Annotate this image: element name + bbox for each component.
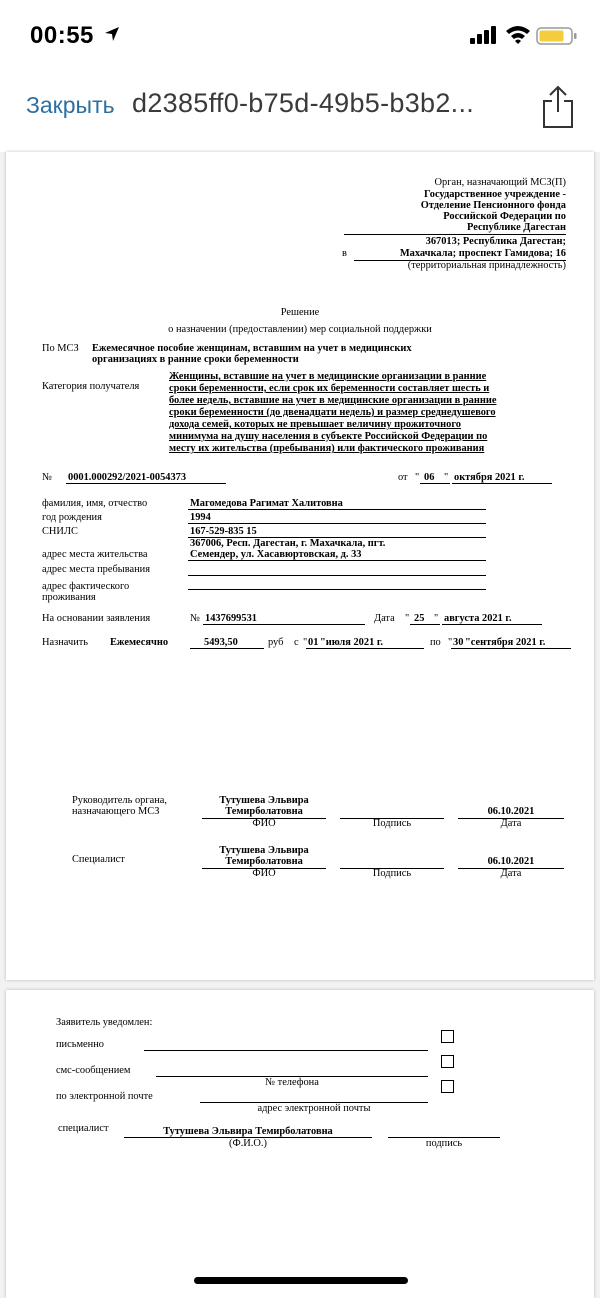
notify-spec-name: Тутушева Эльвира Темирболатовна [163,1126,333,1137]
head-fio-caption: ФИО [252,818,276,829]
category-line-6: минимума на душу населения в субъекте Российской Федерации по [169,431,488,442]
spec-sign-caption: Подпись [372,868,412,879]
category-line-2: сроки беременности, если срок их беременности составляет шесть и [169,383,490,394]
decision-subtitle: о назначении (предоставлении) мер социальной поддержки [168,324,432,335]
home-indicator[interactable] [194,1277,408,1284]
spec-fio-caption: ФИО [252,868,276,879]
application-day-underline [410,624,440,625]
stay-underline [188,575,486,576]
decision-number-underline [66,483,226,484]
birth-year-value: 1994 [190,512,211,523]
decision-title: Решение [280,307,320,318]
assign-to-quote: " [448,637,453,648]
navigation-bar [0,72,600,152]
category-line-3: более недель, вставшие на учет в медицинские организации в ранние [169,395,497,406]
wifi-icon [505,24,531,44]
snils-label: СНИЛС [42,526,78,537]
actual-label-1: адрес фактического [42,581,130,592]
birth-year-underline [188,523,486,524]
assign-from-underline [306,648,424,649]
category-line-5: дохода семей, которых не превышает величину прожиточного [169,419,461,430]
birth-year-label: год рождения [42,512,102,523]
address-underline-1 [188,560,486,561]
assign-to-label: по [430,637,441,648]
email-caption: адрес электронной почты [257,1103,371,1114]
cellular-signal-icon [470,26,498,44]
document-page-2 [6,990,594,1298]
application-quote-open: " [405,613,410,624]
decision-quote-close: " [444,472,449,483]
org-line-4: Республике Дагестан [467,222,566,233]
notify-written-label: письменно [56,1039,104,1050]
document-title: d2385ff0-b75d-49b5-b3b2... [132,88,475,118]
assign-amount: 5493,50 [204,637,238,648]
head-label-2: назначающего МСЗ [72,806,160,817]
location-arrow-icon [104,26,120,42]
address-line-1: 367006, Респ. Дагестан, г. Махачкала, пгт. [190,538,386,549]
notify-written-underline [144,1050,428,1051]
actual-label-2: проживания [42,592,96,603]
decision-month-year: октября 2021 г. [454,472,525,483]
written-checkbox[interactable] [441,1030,454,1043]
spec-name-1: Тутушева Эльвира [219,845,309,856]
address-line-2: Семендер, ул. Хасавюртовская, д. 33 [190,549,362,560]
application-quote-close: " [434,613,439,624]
address-label: адрес места жительства [42,549,148,560]
org-underline [344,234,566,235]
org-line-3: Российской Федерации по [443,211,566,222]
assign-from-label: с [294,637,299,648]
spec-date-caption: Дата [500,868,522,879]
notify-fio-caption: (Ф.И.О.) [229,1138,267,1149]
application-number: 1437699531 [205,613,257,624]
assign-from-date: "июля 2021 г. [320,637,384,648]
assign-amount-underline [190,648,264,649]
application-number-underline [203,624,365,625]
assign-to-underline [451,648,571,649]
fio-value: Магомедова Рагимат Халитовна [190,498,343,509]
decision-number-label: № [42,472,52,483]
category-line-1: Женщины, вставшие на учет в медицинские организации в ранние [169,371,487,382]
assign-to-day: 30 [453,637,464,648]
org-line-2: Отделение Пенсионного фонда [420,200,566,211]
notify-title: Заявитель уведомлен: [56,1017,153,1028]
decision-from-label: от [398,472,408,483]
application-day: 25 [414,613,425,624]
actual-underline [188,589,486,590]
notify-email-label: по электронной почте [56,1091,153,1102]
organ-label: Орган, назначающий МСЗ(П) [434,177,566,188]
status-time: 00:55 [30,22,94,49]
assign-from-quote: " [303,637,308,648]
head-sign-caption: Подпись [372,818,412,829]
fio-underline [188,509,486,510]
assign-period: Ежемесячно [110,637,169,648]
category-label: Категория получателя [42,381,140,392]
head-date-caption: Дата [500,818,522,829]
notify-spec-label: специалист [58,1123,109,1134]
assign-to-date: "сентября 2021 г. [465,637,546,648]
document-page-1 [6,152,594,980]
spec-label: Специалист [72,854,125,865]
notify-sign-caption: подпись [425,1138,463,1149]
msz-label: По МСЗ [42,343,79,354]
head-label-1: Руководитель органа, [72,795,167,806]
stay-label: адрес места пребывания [42,564,151,575]
head-name-2: Темирболатовна [225,806,303,817]
status-bar [0,0,600,72]
application-month-underline [442,624,542,625]
application-number-label: № [190,613,200,624]
notify-sms-label: смс-сообщением [56,1065,131,1076]
spec-name-2: Темирболатовна [225,856,303,867]
phone-caption: № телефона [265,1077,319,1088]
head-name-1: Тутушева Эльвира [219,795,309,806]
application-month-year: августа 2021 г. [444,613,512,624]
share-icon[interactable] [540,84,576,130]
org-address: Махачкала; проспект Гамидова; 16 [399,248,566,259]
sms-checkbox[interactable] [441,1055,454,1068]
battery-icon [536,26,578,46]
category-line-4: сроки беременности (до двенадцати недель) и размер среднедушевого [169,407,496,418]
basis-label: На основании заявления [42,613,151,624]
org-line-1: Государственное учреждение - [424,189,566,200]
msz-line-1: Ежемесячное пособие женщинам, вставшим на учет в медицинских [92,343,412,354]
close-button[interactable]: Закрыть [26,92,115,118]
email-checkbox[interactable] [441,1080,454,1093]
snils-value: 167-529-835 15 [190,526,257,537]
org-line-5: 367013; Республика Дагестан; [425,236,566,247]
decision-day-underline [420,483,450,484]
territory-note: (территориальная принадлежность) [407,260,566,271]
in-prefix: в [342,248,347,259]
decision-quote-open: " [415,472,420,483]
decision-month-underline [452,483,552,484]
decision-day: 06 [424,472,435,483]
category-line-7: месту их жительства (пребывания) или фактического проживания [169,443,485,454]
decision-number: 0001.000292/2021-0054373 [68,472,187,483]
head-date: 06.10.2021 [487,806,535,817]
assign-from-day: 01 [308,637,319,648]
msz-line-2: организациях в ранние сроки беременности [92,354,299,365]
assign-currency: руб [268,637,284,648]
assign-label: Назначить [42,637,89,648]
application-date-label: Дата [374,613,395,624]
fio-label: фамилия, имя, отчество [42,498,148,509]
spec-date: 06.10.2021 [487,856,535,867]
